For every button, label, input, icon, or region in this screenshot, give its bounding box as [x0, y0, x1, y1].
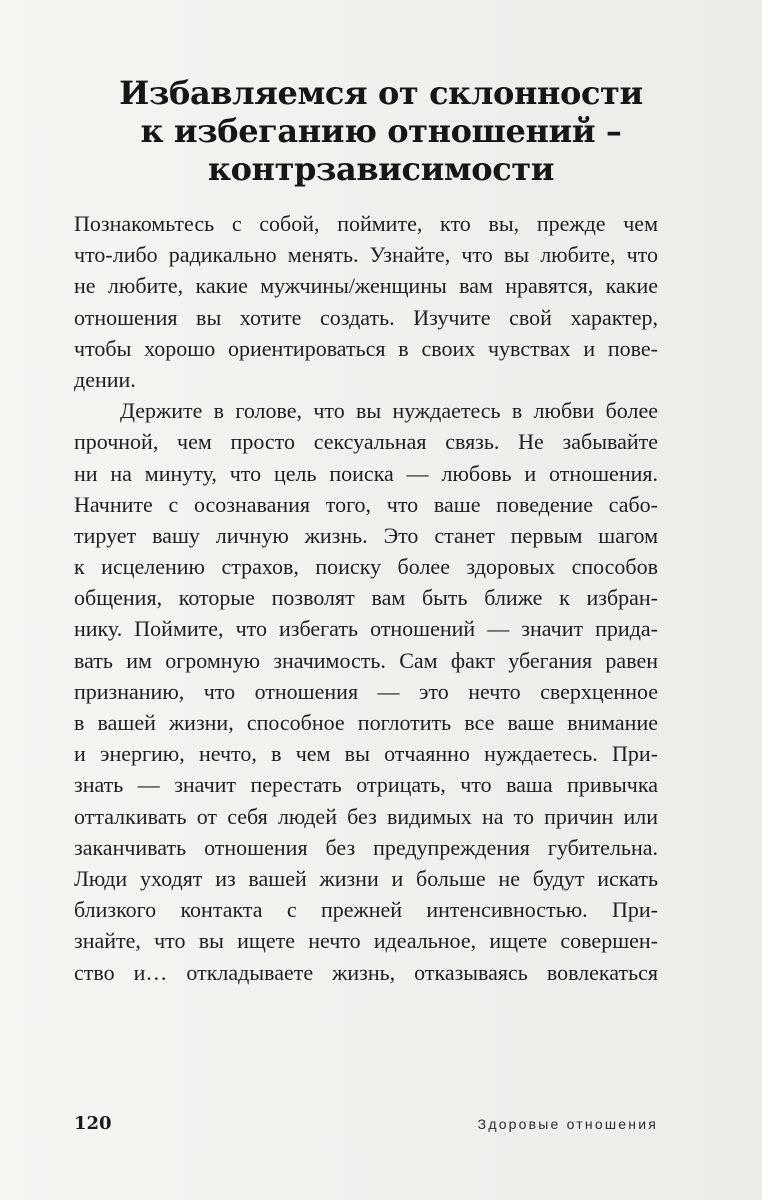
text-line: знать — значит перестать отрицать, что ваша привычка [74, 772, 658, 798]
text-line: Начните с осознавания того, что ваше поведение сабо- [74, 491, 658, 517]
text-line: отталкивать от себя людей без видимых на то причин или [74, 803, 658, 829]
text-line: знайте, что вы ищете нечто идеальное, ищете совершен- [74, 928, 658, 954]
text-line: и энергию, нечто, в чем вы отчаянно нуждаетесь. При- [74, 741, 658, 767]
text-line: тирует вашу личную жизнь. Это станет первым шагом [74, 522, 658, 548]
text-line: близкого контакта с прежней интенсивностью. При- [74, 897, 658, 923]
chapter-section-title [68, 74, 694, 188]
title-line: к избеганию отношений – [140, 112, 622, 150]
text-line: что-либо радикально менять. Узнайте, что вы любите, что [74, 242, 658, 268]
text-line: чтобы хорошо ориентироваться в своих чувствах и пове- [74, 335, 658, 361]
text-line: к исцелению страхов, поиску более здоровых способов [74, 554, 658, 580]
text-line: в вашей жизни, способное поглотить все ваше внимание [74, 710, 658, 735]
running-title: Здоровые отношения [477, 1116, 658, 1132]
title-line: Избавляемся от склонности [119, 74, 643, 112]
text-line: вать им огромную значимость. Сам факт убегания равен [74, 647, 658, 673]
title-line: контрзависимости [207, 150, 555, 188]
page-number: 120 [74, 1113, 112, 1134]
text-line: прочной, чем просто сексуальная связь. Не забывайте [74, 429, 658, 455]
text-line: не любите, какие мужчины/женщины вам нравятся, какие [74, 273, 658, 299]
page-footer [74, 1109, 658, 1139]
text-line: дении. [74, 366, 136, 392]
text-line: отношения вы хотите создать. Изучите свой характер, [74, 304, 658, 330]
text-line: нику. Поймите, что избегать отношений — значит прида- [74, 616, 658, 642]
body-text [74, 208, 658, 988]
text-line: общения, которые позволят вам быть ближе к избран- [74, 585, 658, 611]
text-line: заканчивать отношения без предупреждения губительна. [74, 834, 658, 860]
text-line: Держите в голове, что вы нуждаетесь в любви более [120, 398, 658, 424]
text-line: ство и… откладываете жизнь, отказываясь вовлекаться [74, 959, 658, 985]
text-line: Познакомьтесь с собой, поймите, кто вы, прежде чем [74, 211, 658, 236]
text-line: Люди уходят из вашей жизни и больше не будут искать [74, 865, 658, 891]
text-line: ни на минуту, что цель поиска — любовь и отношения. [74, 460, 658, 486]
text-line: признанию, что отношения — это нечто сверхценное [74, 678, 658, 704]
